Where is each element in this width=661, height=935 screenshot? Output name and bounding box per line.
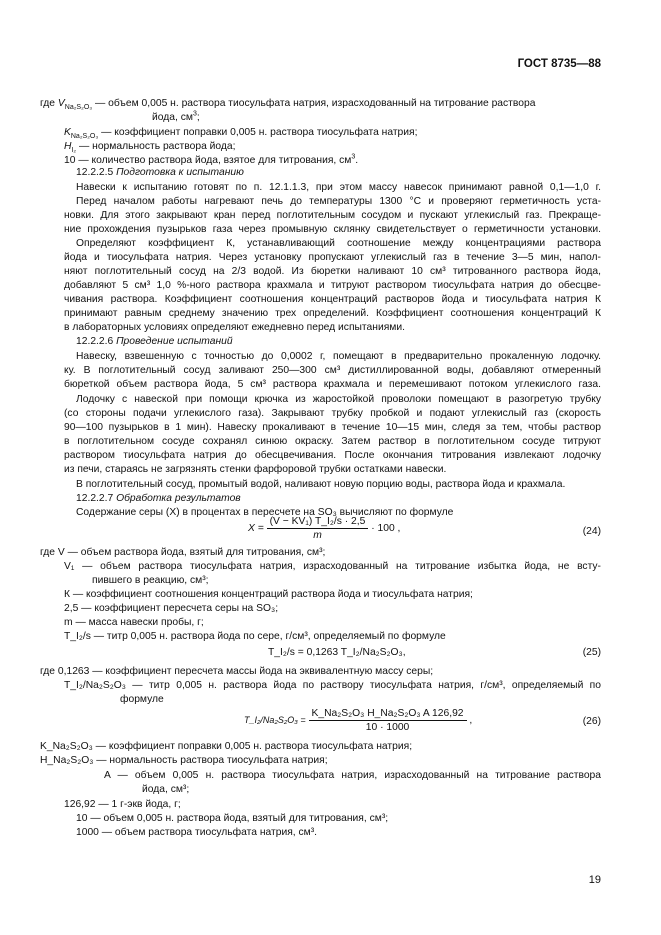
def-line: где V — объем раствора йода, взятый для титрования, см³; (40, 547, 326, 558)
def-v-na2s2o3: где $V_{Na_2S_2O_3}$ — объем 0,005 н. раствора тиосульфата натрия, израсходованный на титрование раствора (40, 98, 536, 112)
def-line: 126,92 — 1 г-экв йода, г; (64, 799, 181, 810)
equation-25-number: (25) (582, 647, 601, 658)
def-line: формуле (120, 694, 164, 705)
para-12226-line: ку. В поглотительный сосуд заливают 250—300 см³ дистиллированной воды, добавляют отмеренный (64, 365, 601, 376)
section-title-12225: 12.2.2.5 Подготовка к испытанию (76, 167, 244, 178)
para-12226-line: бюреткой объем раствора йода, 5 см³ раствора крахмала и перемешивают потоком углекислого газа. (64, 379, 601, 390)
def-line: пившего в реакцию, см³; (92, 575, 209, 586)
equation-26-fraction: $\frac{\text{K\_Na₂S₂O₃ H\_Na₂S₂O₃ A 126,92}}{10 \cdot 1000}$ (309, 708, 467, 733)
def-k-na2s2o3: $K_{Na_2S_2O_3}$ — коэффициент поправки 0,005 н. раствора тиосульфата натрия; (64, 127, 418, 141)
para-12225-line: ние прохождения пузырьков газа через промывную склянку свидетельствует о герметичности установки. (64, 224, 601, 235)
def-h-i2: $H_{I_2}$ — нормальность раствора йода; (64, 141, 236, 155)
formula-intro: Содержание серы (X) в процентах в пересчете на SO₃ вычисляют по формуле (76, 507, 454, 518)
def-line: V₁ — объем раствора тиосульфата натрия, израсходованный на титрование избытка йода, не всту- (64, 561, 601, 572)
def-line: К — коэффициент соотношения концентраций раствора йода и тиосульфата натрия; (64, 589, 473, 600)
equation-26: T_I₂/Na₂S₂O₃ = $\frac{\text{K\_Na₂S₂O₃ H\_Na₂S₂O₃ A 126,92}}{10 \cdot 1000}$ , (244, 708, 473, 733)
section-title-12227: 12.2.2.7 Обработка результатов (76, 493, 241, 504)
def-line: 1000 — объем раствора тиосульфата натрия, см³. (76, 827, 318, 838)
para-12226-line: (со стороны подачи углекислого газа). Закрывают трубку пробкой и подают углекислый газ (скорость (64, 408, 601, 419)
para-12226-line: В поглотительный сосуд, промытый водой, наливают новую порцию воды, раствора йода и крахмала. (76, 479, 566, 490)
equation-24: X = $\frac{\text{(V − KV₁) T\_I₂/s · 2,5}}{m}$ · 100 , (248, 516, 401, 541)
equation-24-number: (24) (582, 526, 601, 537)
def-line: K_Na₂S₂O₃ — коэффициент поправки 0,005 н. раствора тиосульфата натрия; (40, 741, 413, 752)
document-header: ГОСТ 8735—88 (517, 58, 601, 70)
def-line: 2,5 — коэффициент пересчета серы на SO₃; (64, 603, 279, 614)
para-12226-line: в поглотительном сосуде сохранял синюю окраску. Затем раствор в поглотительном сосуде титруют (64, 436, 601, 447)
para-12226-line: Лодочку с навеской при помощи крючка из жаростойкой проволоки помещают в разогретую трубку (76, 394, 601, 405)
para-12225-line: принимают равным среднему значению трех определений. Коэффициент соотношения концентраций К (64, 308, 601, 319)
def-line: T_I₂/s — титр 0,005 н. раствора йода по сере, г/см³, определяемый по формуле (64, 631, 446, 642)
para-12226-line: раствором тиосульфата натрия до обесцвечивания. После окончания титрования извлекают лодочку (64, 450, 601, 461)
para-12225-line: чивания раствора. Коэффициент соотношения концентраций растворов йода и тиосульфата натрия К (64, 294, 601, 305)
def-10: 10 — количество раствора йода, взятое для титрования, $см^3$. (64, 153, 359, 166)
def-line: A — объем 0,005 н. раствора тиосульфата натрия, израсходованный на титрование раствора (104, 770, 601, 781)
para-12225-line: Определяют коэффициент К, устанавливающий соотношение между концентрациями раствора (76, 238, 601, 249)
equation-25: T_I₂/s = 0,1263 T_I₂/Na₂S₂O₃, (268, 647, 406, 658)
para-12226-line: из печи, стараясь не загрязнять стенки фарфоровой трубки остатками навески. (64, 464, 447, 475)
section-title-12226: 12.2.2.6 Проведение испытаний (76, 336, 233, 347)
para-12225-line: няют поглотительный сосуд на 2/3 водой. Из бюретки наливают 10 см³ титрованного раствора йода, (64, 266, 601, 277)
equation-26-number: (26) (582, 716, 601, 727)
para-12226-line: Навеску, взвешенную с точностью до 0,0002 г, помещают в предварительно прокаленную лодочку. (76, 351, 601, 362)
para-12225-line: Перед началом работы нагревают печь до температуры 1300 °С и проверяют герметичность уста- (76, 196, 601, 207)
para-12225-line: йода и тиосульфата натрия. Через установку пропускают углекислый газ в течение 3—5 мин, напол- (64, 252, 601, 263)
para-12225-line: новки. Для этого закрывают кран перед поглотительным сосудом и пускают углекислый газ. Прекраще- (64, 210, 601, 221)
def-line: йода, см³; (142, 784, 190, 795)
para-12225-line: в лабораторных условиях определяют ежедневно перед испытаниями. (64, 322, 405, 333)
para-12225-line: добавляют 5 см³ 1,0 %-ного раствора крахмала и титруют раствором тиосульфата натрия до обесцве- (64, 280, 601, 291)
equation-24-fraction: $\frac{\text{(V − KV₁) T\_I₂/s · 2,5}}{m}$ (267, 516, 369, 541)
def-v-cont: йода, $см^3$; (152, 110, 200, 123)
def-line: T_I₂/Na₂S₂O₃ — титр 0,005 н. раствора йода по раствору тиосульфата натрия, г/см³, определяемый по (64, 680, 601, 691)
para-12225-line: Навески к испытанию готовят по п. 12.1.1.3, при этом массу навесок принимают равной 0,1—1,0 г. (76, 182, 601, 193)
def-line: H_Na₂S₂O₃ — нормальность раствора тиосульфата натрия; (40, 755, 328, 766)
def-line: m — масса навески пробы, г; (64, 617, 204, 628)
page-number: 19 (588, 874, 601, 886)
def-line: где 0,1263 — коэффициент пересчета массы йода на эквивалентную массу серы; (40, 666, 434, 677)
para-12226-line: 90—100 пузырьков в 1 мин). Навеску прокаливают в течение 10—15 мин, следя за тем, чтобы раствор (64, 422, 601, 433)
def-line: 10 — объем 0,005 н. раствора йода, взятый для титрования, см³; (76, 813, 389, 824)
